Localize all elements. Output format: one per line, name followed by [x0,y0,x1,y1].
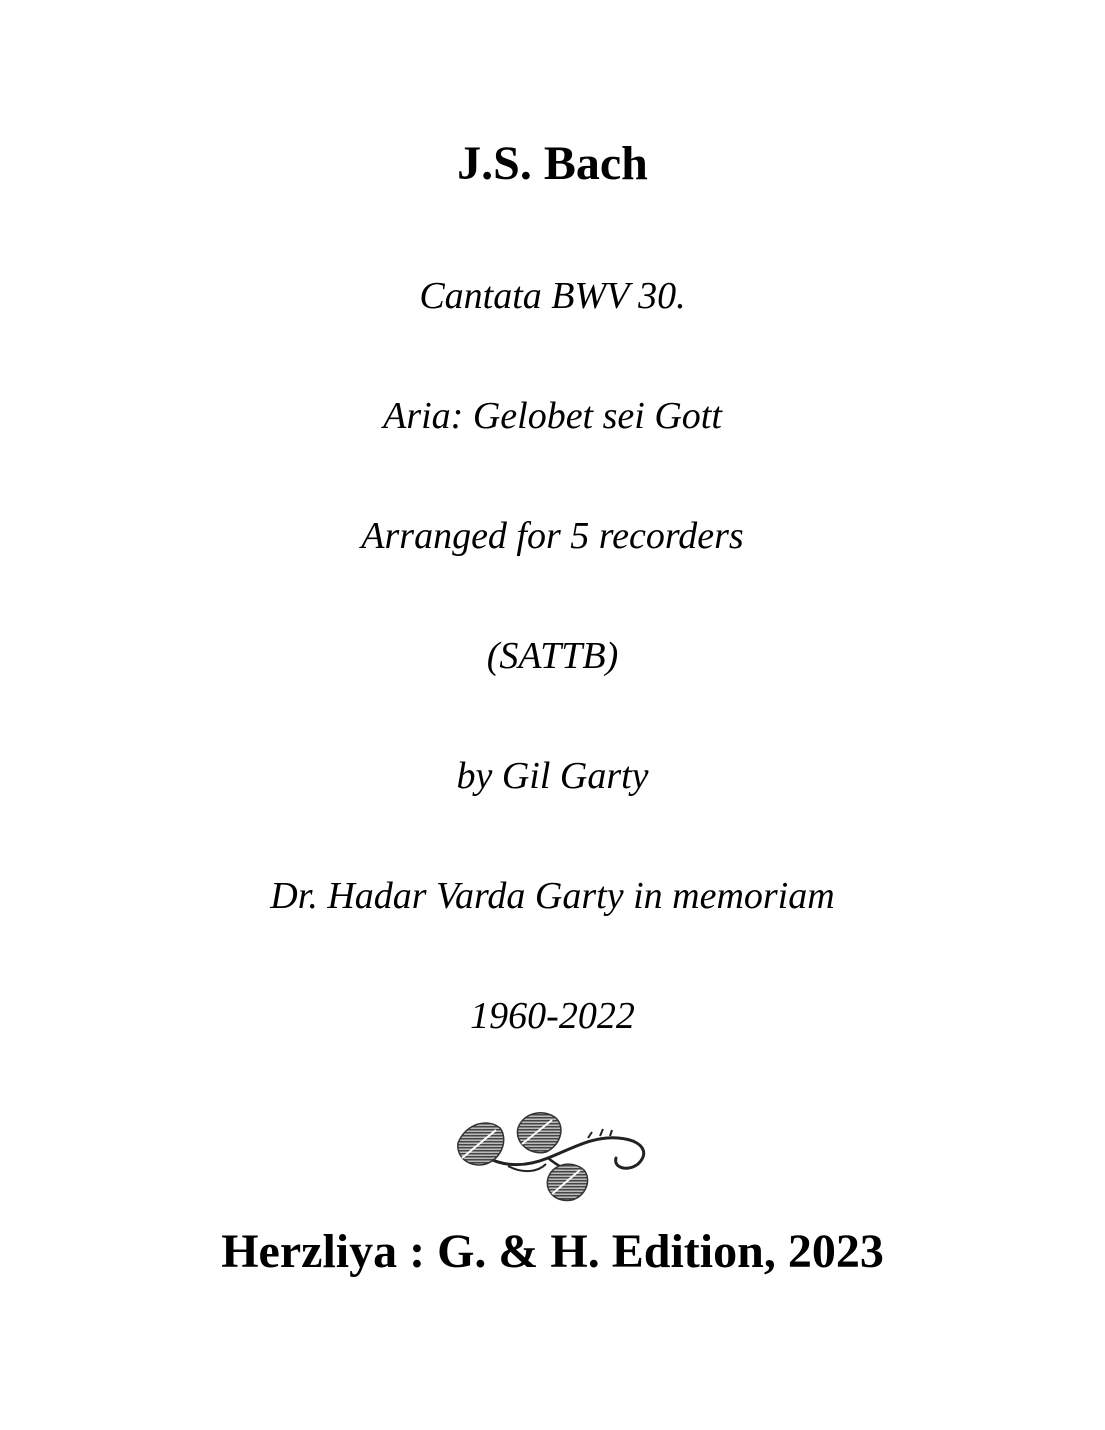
aria-title: Aria: Gelobet sei Gott [383,395,722,437]
composer-name: J.S. Bach [457,137,648,190]
dedication-years: 1960-2022 [470,995,635,1037]
leaf-flourish-icon [448,1108,658,1208]
dedication: Dr. Hadar Varda Garty in memoriam [270,875,835,917]
work-title: Cantata BWV 30. [419,275,686,317]
voicing-note: (SATTB) [486,635,619,677]
arrangement-note: Arranged for 5 recorders [361,515,744,557]
arranger-credit: by Gil Garty [456,755,649,797]
publisher-imprint: Herzliya : G. & H. Edition, 2023 [221,1225,884,1278]
